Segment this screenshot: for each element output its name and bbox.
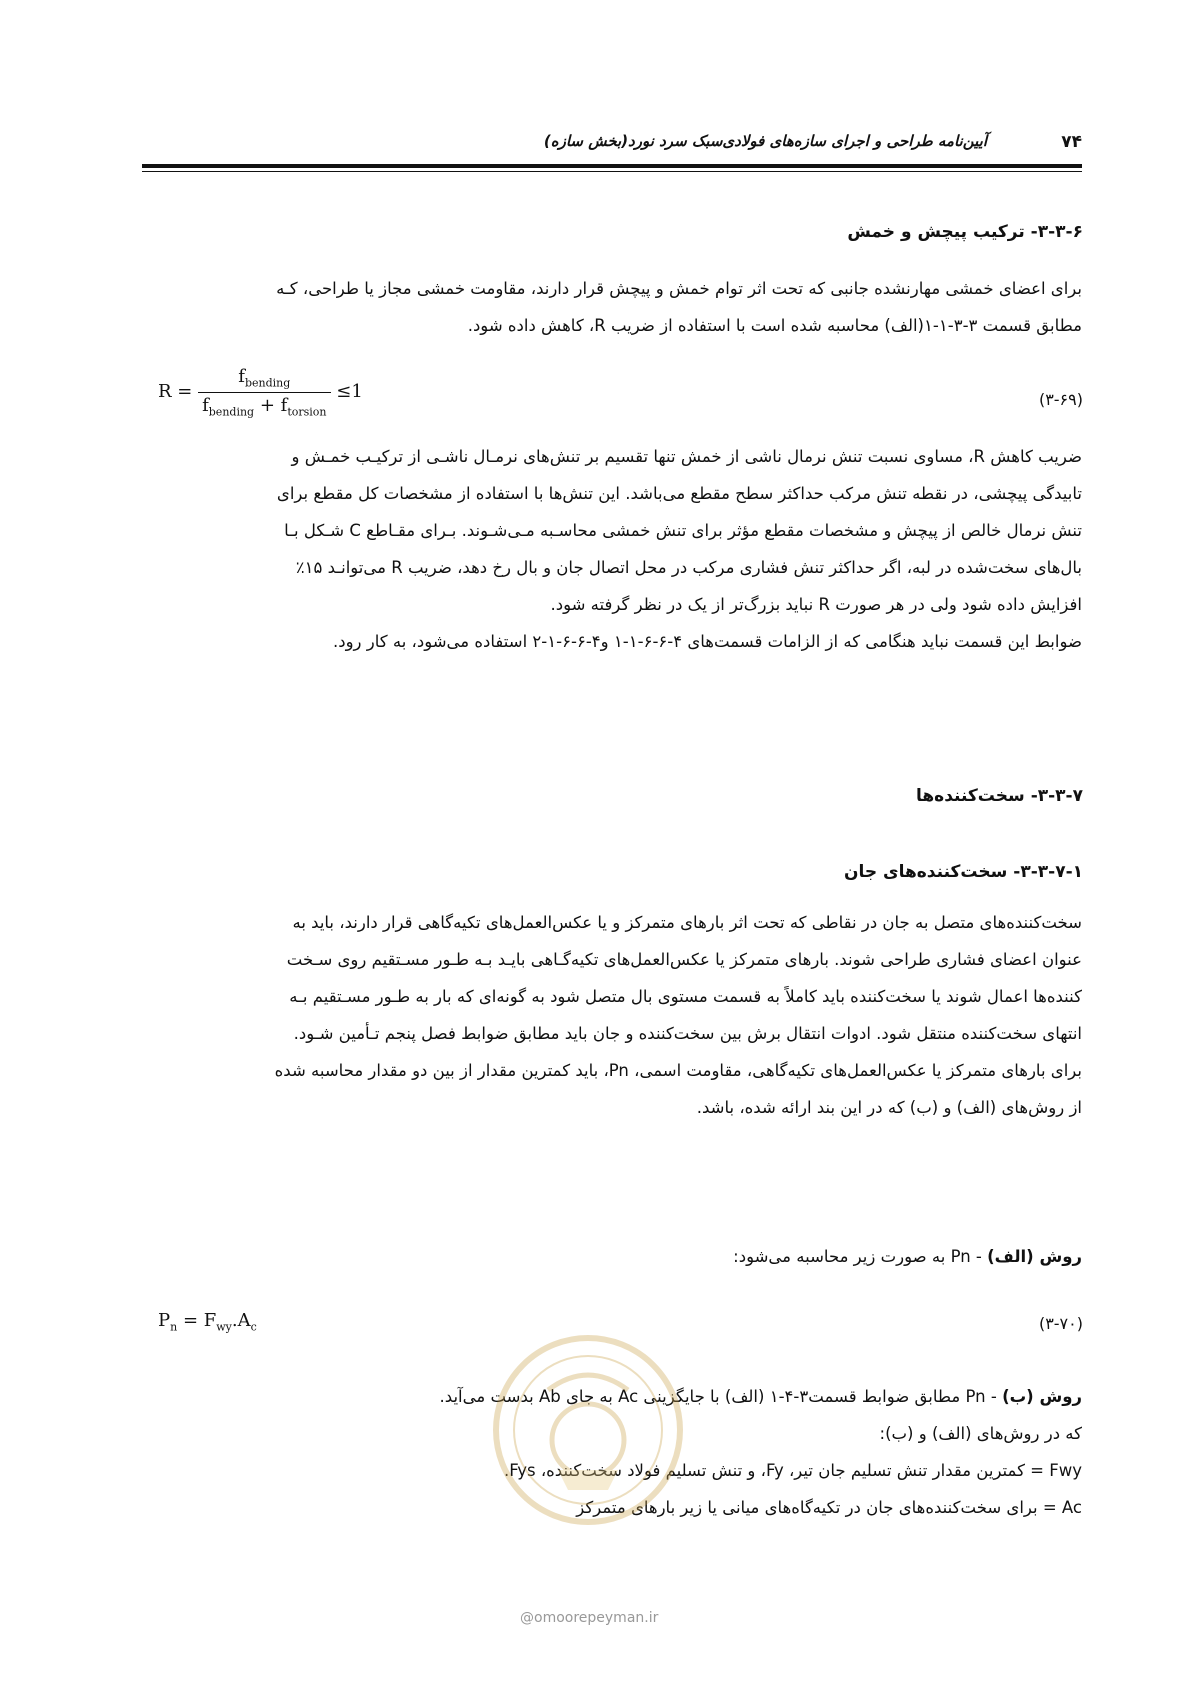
eq70-lhs-sub: n	[170, 1320, 178, 1334]
eq70-lhs: P	[158, 1310, 171, 1331]
where-line: که در روش‌های (الف) و (ب):	[879, 1424, 1082, 1443]
page-header	[142, 128, 1082, 158]
page-number: ۷۴	[1061, 132, 1082, 152]
watermark-seal-icon	[488, 1330, 688, 1530]
equation-number-70: (۳-۷۰)	[1038, 1314, 1083, 1333]
eq70-mid: = F	[177, 1310, 217, 1331]
section-heading-stiffeners: ۳-۳-۷- سخت‌کننده‌ها	[916, 786, 1083, 806]
eq-numerator	[198, 366, 330, 393]
text-line: بال‌های سخت‌شده در لبه، اگر حداکثر تنش فشاری مرکب در محل اتصال جان و بال رخ دهد، ضریب R می‌توانـد ۱۵٪	[295, 558, 1082, 577]
definition-ac: Ac = برای سخت‌کننده‌های جان در تکیه‌گاه‌های میانی یا زیر بارهای متمرکز	[576, 1498, 1082, 1517]
text-line: تابیدگی پیچشی، در نقطه تنش مرکب حداکثر سطح مقطع می‌باشد. این تنش‌ها با استفاده از مشخصات کل مقطع برای	[276, 484, 1082, 503]
eq-rhs: ≤1	[336, 381, 363, 403]
text-line: برای بارهای متمرکز یا عکس‌العمل‌های تکیه‌گاهی، مقاومت اسمی، Pn، باید کمترین مقدار از بین دو مقدار محاسبه شده	[274, 1061, 1082, 1080]
method-a	[142, 1238, 1082, 1275]
eq70-mid-sub: wy	[216, 1320, 232, 1334]
text-line: ضوابط این قسمت نباید هنگامی که از الزامات قسمت‌های ۴-۶-۶-۱-۱ و۴-۶-۶-۱-۲ استفاده می‌شود، به کار رود.	[332, 632, 1082, 651]
eq-num-sub: bending	[244, 376, 291, 390]
text-line: افزایش داده شود ولی در هر صورت R نباید بزرگ‌تر از یک در نظر گرفته شود.	[550, 595, 1082, 614]
paragraph-torsion-intro	[142, 270, 1082, 344]
subsection-heading-web-stiffeners: ۳-۳-۷-۱- سخت‌کننده‌های جان	[843, 862, 1083, 882]
paragraph-torsion-body	[142, 438, 1082, 660]
eq-den-b: f	[280, 394, 288, 416]
header-title: آیین‌نامه طراحی و اجرای سازه‌های فولادی‌سبک سرد نورد(بخش سازه)	[543, 132, 987, 150]
text-line: سخت‌کننده‌های متصل به جان در نقاطی که تحت اثر بارهای متمرکز و یا عکس‌العمل‌های تکیه‌گاهی قرار دارند، باید به	[292, 913, 1082, 932]
method-b-label: روش (ب)	[1002, 1387, 1082, 1406]
text-line: از روش‌های (الف) و (ب) که در این بند ارائه شده، باشد.	[696, 1098, 1082, 1117]
equation-69	[158, 366, 363, 418]
eq70-rhs: .A	[231, 1310, 251, 1331]
watermark-site-text: omoorepeyman.ir	[534, 1610, 659, 1626]
eq-fraction	[198, 366, 330, 418]
method-a-text: - Pn به صورت زیر محاسبه می‌شود:	[733, 1247, 988, 1266]
eq-den-a-sub: bending	[208, 405, 255, 419]
eq-lhs: R =	[158, 381, 193, 403]
header-rule-thin	[142, 171, 1082, 172]
definition-fwy: Fwy = کمترین مقدار تنش تسلیم جان تیر، Fy، و تنش تسلیم فولاد سخت‌کننده، Fys.	[503, 1461, 1082, 1480]
text-line: ضریب کاهش R، مساوی نسبت تنش نرمال ناشی از خمش تنها تقسیم بر تنش‌های نرمـال ناشـی از ترکیـب خمـش و	[291, 447, 1082, 466]
text-line: کننده‌ها اعمال شوند یا سخت‌کننده باید کاملاً به قسمت مستوی بال متصل شود به گونه‌ای که بار به طـور مسـتقیم بـه	[289, 987, 1082, 1006]
equation-number-69: (۳-۶۹)	[1038, 390, 1083, 409]
paragraph-stiffeners	[142, 904, 1082, 1126]
section-heading-torsion: ۳-۳-۶- ترکیب پیچش و خمش	[847, 222, 1083, 242]
text-line: مطابق قسمت ۳-۳-۱-۱(الف) محاسبه شده است با استفاده از ضریب R، کاهش داده شود.	[467, 316, 1082, 335]
equation-70	[158, 1310, 257, 1334]
eq-denominator	[198, 393, 330, 419]
text-line: برای اعضای خمشی مهارنشده جانبی که تحت اثر توام خمش و پیچش قرار دارند، مقاومت خمشی مجاز یا طراحی، کـه	[276, 279, 1082, 298]
eq-den-b-sub: torsion	[287, 405, 327, 419]
eq70-rhs-sub: c	[250, 1320, 257, 1334]
text-line: عنوان اعضای فشاری طراحی شوند. بارهای متمرکز یا عکس‌العمل‌های تکیه‌گـاهی بایـد بـه طـور مسـتقیم روی سـخت	[286, 950, 1082, 969]
method-a-label: روش (الف)	[987, 1247, 1082, 1266]
text-line: انتهای سخت‌کننده منتقل شود. ادوات انتقال برش بین سخت‌کننده و جان باید مطابق ضوابط فصل پنجم تـأمین شـود.	[293, 1024, 1082, 1043]
eq-num-symbol: f	[238, 366, 245, 387]
method-a-line	[142, 1238, 1082, 1275]
watermark-site: @omoorepeyman.ir	[520, 1610, 659, 1626]
method-b-text: - Pn مطابق ضوابط قسمت۳-۴-۱ (الف) با جایگزینی Ac به جای Ab بدست می‌آید.	[439, 1387, 1003, 1406]
text-line: تنش نرمال خالص از پیچش و مشخصات مقطع مؤثر برای تنش خمشی محاسـبه مـی‌شـوند. بـرای مقـاطع C شـکل بـا	[284, 521, 1082, 540]
header-rule-thick	[142, 164, 1082, 168]
eq-den-plus: +	[259, 394, 275, 416]
eq-den-a: f	[202, 394, 209, 416]
